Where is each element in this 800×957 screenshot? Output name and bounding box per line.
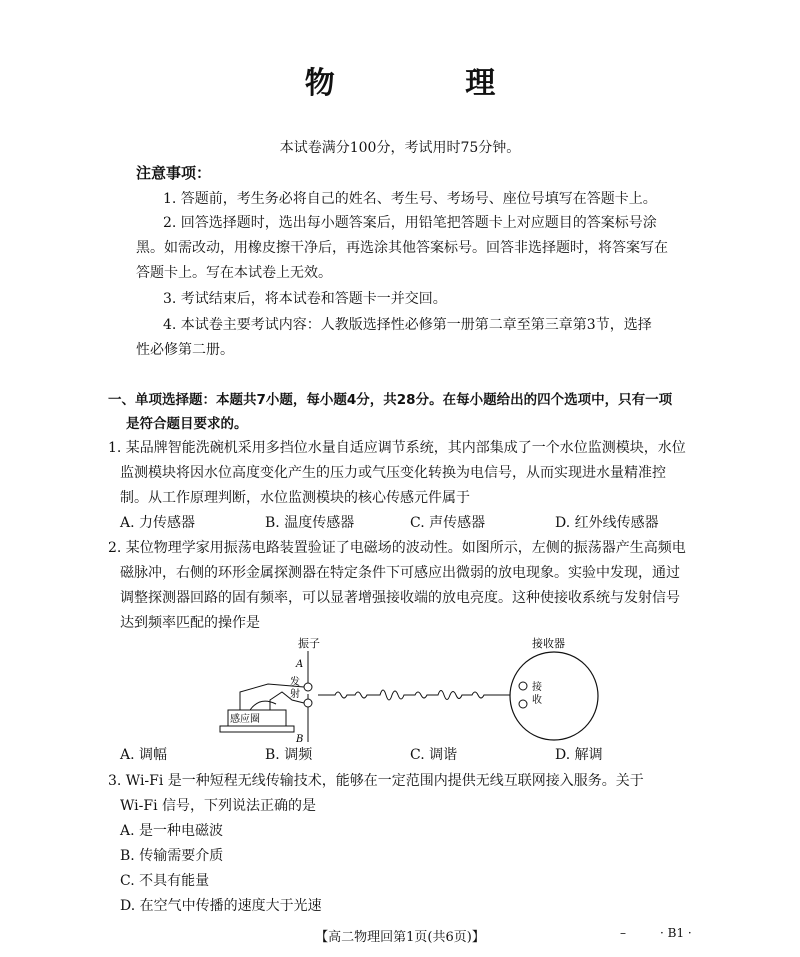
exam-info: 本试卷满分100分，考试用时75分钟。 (279, 140, 521, 156)
page-footer: 【高二物理回第1页(共6页)】 (315, 930, 485, 945)
option-b: B. 温度传感器 (265, 515, 355, 531)
question-1-text: 1. 某品牌智能洗碗机采用多挡位水量自适应调节系统，其内部集成了一个水位监测模块，水位 (108, 440, 686, 456)
section-heading: 一、单项选择题：本题共7小题，每小题4分，共28分。在每小题给出的四个选项中，只有一项 (108, 392, 673, 408)
transmit-label: 射 (290, 689, 300, 700)
pole-a-label: A (296, 659, 304, 670)
page-title: 物 理 (304, 66, 556, 101)
notice-line: 答题卡上。写在本试卷上无效。 (136, 265, 332, 281)
option-a: A. 力传感器 (120, 515, 196, 531)
notice-line: 4. 本试卷主要考试内容：人教版选择性必修第一册第二章至第三章第3节，选择 (163, 317, 652, 333)
wave-signal (318, 690, 510, 700)
option-c: C. 不具有能量 (120, 873, 210, 889)
option-d: D. 在空气中传播的速度大于光速 (120, 898, 322, 914)
notice-line: 性必修第二册。 (136, 342, 234, 358)
notice-line: 2. 回答选择题时，选出每小题答案后，用铅笔把答题卡上对应题目的答案标号涂 (163, 215, 657, 231)
question-2-text: 2. 某位物理学家用振荡电路装置验证了电磁场的波动性。如图所示，左侧的振荡器产生高频电 (108, 540, 686, 556)
question-2-options (120, 744, 720, 764)
hertz-experiment-figure (210, 630, 610, 745)
question-3-text: 3. Wi-Fi 是一种短程无线传输技术，能够在一定范围内提供无线互联网接入服务。关于 (108, 773, 644, 789)
receiver-label: 接收器 (532, 637, 565, 650)
option-a: A. 是一种电磁波 (120, 823, 224, 839)
spark-ball-top (304, 683, 312, 691)
question-2-text: 调整探测器回路的固有频率，可以显著增强接收端的放电亮度。这种使接收系统与发射信号 (120, 590, 680, 606)
spark-ball-bottom (304, 699, 312, 707)
question-3-text: Wi-Fi 信号，下列说法正确的是 (120, 798, 316, 814)
paper-code: · B1 · (660, 926, 692, 940)
notice-line: 黑。如需改动，用橡皮擦干净后，再选涂其他答案标号。回答非选择题时，将答案写在 (136, 240, 668, 256)
question-2-text: 达到频率匹配的操作是 (120, 615, 260, 631)
option-a: A. 调幅 (120, 747, 168, 763)
notice-heading: 注意事项： (136, 164, 212, 182)
option-b: B. 传输需要介质 (120, 848, 224, 864)
option-b: B. 调频 (265, 747, 313, 763)
option-d: D. 红外线传感器 (555, 515, 659, 531)
notice-line: 1. 答题前，考生务必将自己的姓名、考生号、考场号、座位号填写在答题卡上。 (163, 191, 657, 207)
receive-label: 收 (532, 695, 542, 706)
section-heading-cont: 是符合题目要求的。 (126, 416, 248, 432)
receiver-ring (510, 652, 598, 740)
question-1-text: 制。从工作原理判断，水位监测模块的核心传感元件属于 (120, 490, 470, 506)
notice-line: 3. 考试结束后，将本试卷和答题卡一并交回。 (163, 291, 447, 307)
question-1-options (120, 512, 720, 532)
question-1-text: 监测模块将因水位高度变化产生的压力或气压变化转换为电信号，从而实现进水量精准控 (120, 465, 666, 481)
receive-label: 接 (532, 682, 542, 693)
vibrator-label: 振子 (298, 637, 320, 650)
pole-b-label: B (296, 734, 304, 745)
option-c: C. 声传感器 (410, 515, 486, 531)
option-d: D. 解调 (555, 747, 603, 763)
question-2-text: 磁脉冲，右侧的环形金属探测器在特定条件下可感应出微弱的放电现象。实验中发现，通过 (120, 565, 680, 581)
coil-label: 感应圈 (230, 714, 260, 725)
option-c: C. 调谐 (410, 747, 458, 763)
footer-mark: – (620, 926, 626, 940)
transmit-label: 发 (290, 677, 300, 688)
